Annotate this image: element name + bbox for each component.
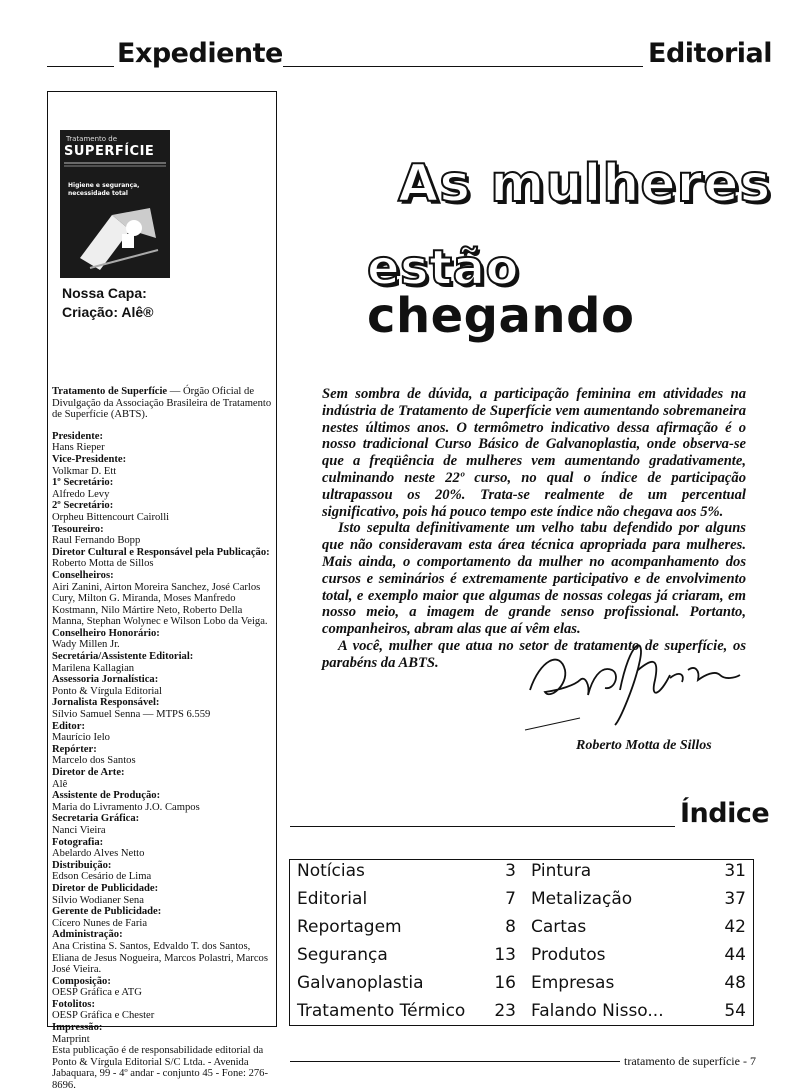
- staff-role: 1º Secretário :: [52, 477, 272, 489]
- index-title: Índice: [677, 800, 769, 827]
- index-item-page: 16: [494, 973, 516, 993]
- staff-name: OESP Gráfica e Chester: [52, 1010, 155, 1022]
- staff-name: Wady Millen Jr.: [52, 639, 120, 651]
- cover-thumbnail: [60, 130, 170, 278]
- index-item-page: 3: [505, 861, 516, 881]
- staff-name: Volkmar D. Ett: [52, 465, 117, 477]
- staff-list: [52, 386, 272, 1092]
- staff-name: Maria do Livramento J.O. Campos: [52, 801, 200, 813]
- staff-intro-bold: Tratamento de Superfície: [52, 386, 168, 397]
- index-rule: [290, 826, 675, 827]
- index-item-page: 42: [724, 917, 746, 937]
- index-item-label: Cartas: [531, 917, 587, 937]
- staff-name: Alfredo Levy: [52, 488, 110, 500]
- staff-name: Abelardo Alves Netto: [52, 848, 145, 860]
- staff-name: Edson Cesário de Lima: [52, 871, 152, 883]
- staff-role: Secretaria Gráfica :: [52, 813, 272, 825]
- staff-role: Jornalista Responsável :: [52, 697, 272, 709]
- staff-name: Marprint: [52, 1033, 90, 1045]
- staff-role: Assistente de Produção :: [52, 790, 272, 802]
- staff-name: Ana Cristina S. Santos, Edvaldo T. dos Santos, Eliana de Jesus Nogueira, Marcos Polastri, Marcos José Vieira.: [52, 940, 268, 976]
- staff-name: OESP Gráfica e ATG: [52, 987, 142, 999]
- staff-name: Raul Fernando Bopp: [52, 535, 141, 547]
- staff-name: Alê: [52, 778, 68, 790]
- staff-role: Distribuição :: [52, 860, 272, 872]
- index-item-label: Tratamento Térmico: [297, 1001, 466, 1021]
- staff-role: Fotolitos :: [52, 999, 272, 1011]
- staff-closing: Esta publicação é de responsabilidade editorial da Ponto & Vírgula Editorial S/C Ltda. - Avenida Jabaquara, 99 - 4º andar - conjunto 45 - Fone: 276-8696.: [52, 1045, 268, 1092]
- index-item-page: 7: [505, 889, 516, 909]
- index-item-page: 8: [505, 917, 516, 937]
- editorial-paragraph-3: A você, mulher que atua no setor de tratamento de superfície, os parabéns da ABTS.: [322, 637, 746, 671]
- index-item-page: 44: [724, 945, 746, 965]
- staff-role: Administração :: [52, 929, 272, 941]
- index-item-label: Galvanoplastia: [297, 973, 424, 993]
- staff-role: Diretor de Arte :: [52, 767, 272, 779]
- editorial-paragraph-1: Sem sombra de dúvida, a participação feminina em atividades na indústria de Tratamento de Superfície vem aumentando sobremaneira nestes últimos anos. O termômetro indicativo dessa afirmação é o nosso tradicional Curso Básico de Galvanoplastia, onde observa-se que a freqüência de mulheres vem aumentando gradativamente, culminando neste 22º curso, no qual o índice de participação ultrapassou os 20%. Trata-se realmente de um percentual significativo, pois há pouco tempo este índice não chegava aos 5%.: [322, 386, 746, 520]
- editorial-title: Editorial: [645, 40, 772, 67]
- staff-name: Maurício Ielo: [52, 732, 110, 744]
- cover-subtitle: Higiene e segurança, necessidade total: [68, 182, 140, 197]
- staff-intro-rest: — Órgão Oficial de Divulgação da Associação Brasileira de Tratamento de Superfície (ABTS).: [52, 386, 272, 421]
- editorial-paragraph-2: Isto sepulta definitivamente um velho tabu defendido por alguns que não consideravam esta área técnica apropriada para mulheres. Mais ainda, o comportamento da mulher no acompanhamento dos cursos e seminários é extremamente participativo e de envolvimento total, e exemplo maior que algumas de nossas colegas já criaram, em nosso meio, a imagem de grande senso profissional. Portanto, companheiros, abram alas que aí vêm elas.: [322, 520, 746, 638]
- index-item-label: Falando Nisso...: [531, 1001, 664, 1021]
- staff-role: Fotografia :: [52, 837, 272, 849]
- cover-caption-2: Criação: Alê®: [62, 304, 154, 320]
- staff-role: Gerente de Publicidade :: [52, 906, 272, 918]
- index-item-label: Empresas: [531, 973, 615, 993]
- staff-name: Ponto & Vírgula Editorial: [52, 685, 162, 697]
- cover-illustration: [60, 130, 170, 278]
- editorial-rule: [283, 66, 643, 67]
- index-item-label: Editorial: [297, 889, 368, 909]
- staff-role: 2º Secretário :: [52, 500, 272, 512]
- staff-role: Presidente :: [52, 431, 272, 443]
- cover-top-line: Tratamento de: [66, 135, 118, 143]
- staff-role: Conselheiros :: [52, 570, 272, 582]
- index-item-page: 31: [724, 861, 746, 881]
- index-item-label: Pintura: [531, 861, 592, 881]
- cover-caption-1: Nossa Capa:: [62, 285, 147, 301]
- staff-role: Assessoria Jornalística :: [52, 674, 272, 686]
- staff-name: Airi Zanini, Airton Moreira Sanchez, José Carlos Cury, Milton G. Miranda, Moses Manfredo Kostmann, Nilo Mártire Neto, Roberto Della Manna, Stephan Wolynec e Wilson Lobo da Veiga.: [52, 581, 268, 628]
- footer-page-label: tratamento de superfície - 7: [624, 1054, 756, 1068]
- staff-role: Secretária/Assistente Editorial :: [52, 651, 272, 663]
- staff-role: Conselheiro Honorário :: [52, 628, 272, 640]
- staff-role: Repórter :: [52, 744, 272, 756]
- headline-line1: As mulheres: [398, 154, 772, 214]
- index-item-label: Metalização: [531, 889, 633, 909]
- staff-name: Sílvio Samuel Senna — MTPS 6.559: [52, 709, 211, 721]
- cover-title: SUPERFÍCIE: [64, 144, 155, 159]
- staff-intro: [52, 386, 272, 421]
- index-item-label: Segurança: [297, 945, 388, 965]
- expediente-title: Expediente: [114, 40, 286, 67]
- index-item-page: 54: [724, 1001, 746, 1021]
- signature-name: Roberto Motta de Sillos: [576, 738, 712, 753]
- editorial-body: [322, 386, 746, 672]
- staff-role: Impressão :: [52, 1022, 272, 1034]
- footer-rule: [290, 1061, 620, 1062]
- staff-role: Tesoureiro :: [52, 524, 272, 536]
- staff-role: Diretor Cultural e Responsável pela Publicação :: [52, 547, 272, 559]
- headline-line2-word1: estão: [367, 240, 519, 296]
- staff-name: Hans Rieper: [52, 442, 105, 454]
- staff-name: Cícero Nunes de Faria: [52, 917, 148, 929]
- headline-line2-word2: chegando: [367, 288, 635, 344]
- staff-name: Nanci Vieira: [52, 824, 106, 836]
- index-item-label: Reportagem: [297, 917, 402, 937]
- staff-entries: [52, 431, 272, 1045]
- staff-name: Orpheu Bittencourt Cairolli: [52, 511, 170, 523]
- index-item-page: 48: [724, 973, 746, 993]
- index-item-page: 13: [494, 945, 516, 965]
- staff-role: Editor :: [52, 721, 272, 733]
- staff-role: Composição :: [52, 976, 272, 988]
- handwritten-signature: [520, 630, 750, 740]
- staff-name: Marilena Kallagian: [52, 662, 135, 674]
- staff-name: Roberto Motta de Sillos: [52, 558, 154, 570]
- staff-name: Marcelo dos Santos: [52, 755, 136, 767]
- headline-line2: [367, 240, 800, 344]
- staff-name: Sílvio Wodianer Sena: [52, 894, 144, 906]
- index-item-page: 37: [724, 889, 746, 909]
- index-item-label: Notícias: [297, 861, 365, 881]
- staff-role: Vice-Presidente :: [52, 454, 272, 466]
- index-item-page: 23: [494, 1001, 516, 1021]
- index-item-label: Produtos: [531, 945, 606, 965]
- staff-role: Diretor de Publicidade :: [52, 883, 272, 895]
